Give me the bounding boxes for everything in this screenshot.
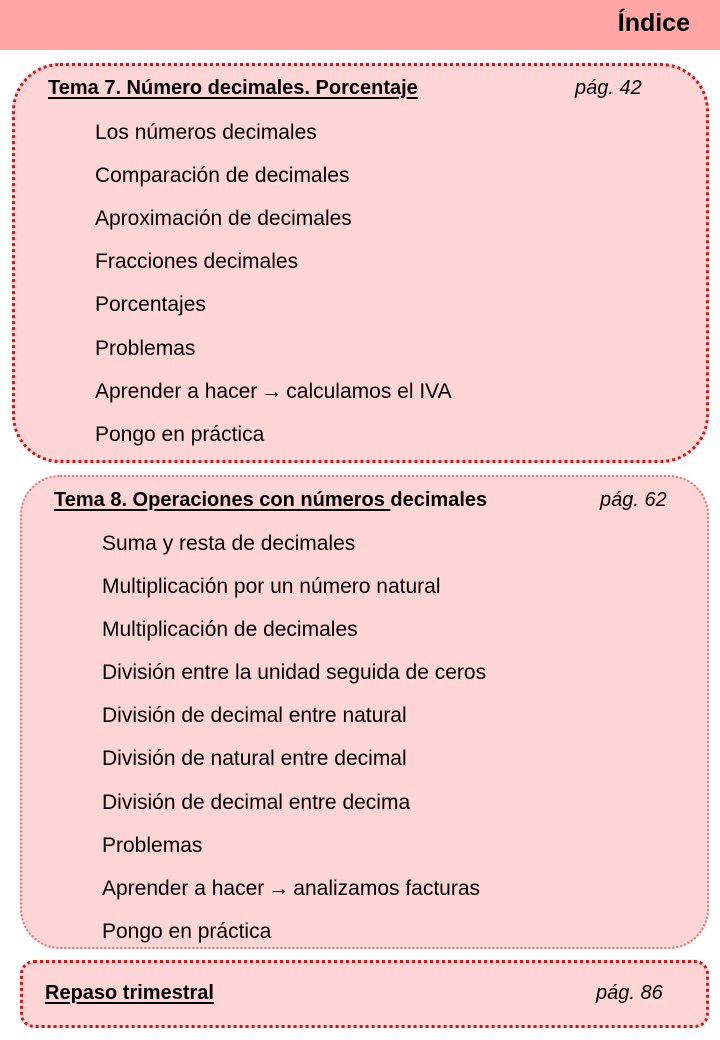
tema-8-item[interactable]: Multiplicación por un número natural bbox=[102, 575, 441, 598]
tema-8-item-aprender-label: Aprender a hacer bbox=[102, 877, 265, 900]
tema-7-item-aprender-topic: calculamos el IVA bbox=[286, 380, 452, 403]
tema-7-item[interactable]: Porcentajes bbox=[95, 293, 206, 316]
page-title: Índice bbox=[617, 9, 690, 37]
tema-8-item[interactable]: División entre la unidad seguida de ceros bbox=[102, 661, 487, 684]
tema-8-item[interactable]: División de natural entre decimal bbox=[102, 747, 407, 770]
repaso-title[interactable]: Repaso trimestral bbox=[45, 982, 214, 1004]
tema-7-item[interactable]: Comparación de decimales bbox=[95, 164, 350, 187]
tema-8-title-underlined: Tema 8. Operaciones con números bbox=[54, 489, 391, 511]
arrow-right-icon: → bbox=[261, 380, 283, 403]
tema-8-item[interactable]: División de decimal entre natural bbox=[102, 704, 407, 727]
tema-8-title-rest: decimales bbox=[390, 489, 488, 511]
tema-7-title[interactable]: Tema 7. Número decimales. Porcentaje bbox=[48, 77, 418, 99]
tema-7-item[interactable]: Aproximación de decimales bbox=[95, 207, 352, 230]
tema-8-item[interactable]: Pongo en práctica bbox=[102, 920, 272, 943]
tema-7-item[interactable]: Pongo en práctica bbox=[95, 423, 265, 446]
repaso-page: pág. 86 bbox=[596, 982, 663, 1004]
tema-7-page: pág. 42 bbox=[575, 77, 642, 99]
tema-8-item[interactable]: Multiplicación de decimales bbox=[102, 618, 358, 641]
tema-8-title[interactable] bbox=[54, 489, 487, 512]
tema-8-item[interactable]: Problemas bbox=[102, 834, 203, 857]
tema-8-item[interactable]: Suma y resta de decimales bbox=[102, 532, 356, 555]
tema-7-item[interactable]: Los números decimales bbox=[95, 121, 317, 144]
tema-7-item-aprender[interactable] bbox=[95, 380, 452, 404]
arrow-right-icon: → bbox=[268, 877, 290, 900]
tema-7-item-aprender-label: Aprender a hacer bbox=[95, 380, 258, 403]
tema-7-item[interactable]: Fracciones decimales bbox=[95, 250, 299, 273]
header-bar bbox=[0, 0, 720, 50]
tema-7-item[interactable]: Problemas bbox=[95, 337, 196, 360]
tema-8-item-aprender-topic: analizamos facturas bbox=[293, 877, 481, 900]
tema-8-item-aprender[interactable] bbox=[102, 877, 480, 901]
tema-8-item[interactable]: División de decimal entre decima bbox=[102, 791, 411, 814]
tema-8-page: pág. 62 bbox=[600, 489, 667, 511]
